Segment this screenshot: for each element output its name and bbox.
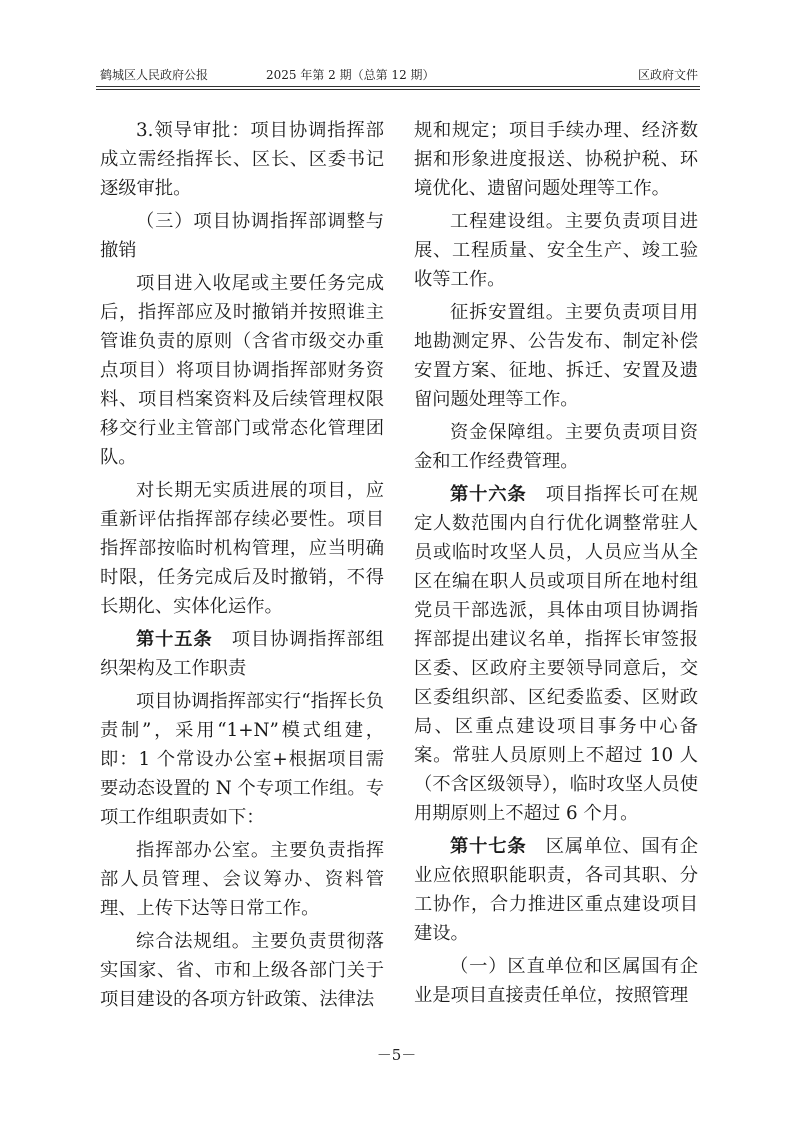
header-rule-thick	[96, 89, 700, 90]
article-text: 项目协调指挥部组织架构及工作职责	[100, 629, 385, 679]
gazette-title: 鹤城区人民政府公报	[100, 68, 209, 82]
article-text: 区属单位、国有企业应依照职能职责，各司其职、分工协作，合力推进区重点建设项目建设。	[414, 836, 699, 944]
article-number: 第十六条	[450, 484, 527, 505]
right-column	[414, 116, 698, 1010]
paragraph-continued: 规和规定；项目手续办理、经济数据和形象进度报送、协税护税、环境优化、遗留问题处理等工作。	[414, 120, 698, 199]
header-rule-thin	[96, 86, 700, 87]
paragraph: 对长期无实质进展的项目，应重新评估指挥部存续必要性。项目指挥部按临时机构管理，应当明确时限，任务完成后及时撤销，不得长期化、实体化运作。	[100, 480, 384, 617]
paragraph: 项目进入收尾或主要任务完成后，指挥部应及时撤销并按照谁主管谁负责的原则（含省市级交办重点项目）将项目协调指挥部财务资料、项目档案资料及后续管理权限移交行业主管部门或常态化管理团队。	[100, 273, 384, 468]
article-paragraph	[100, 625, 384, 683]
subsection-heading: （三）项目协调指挥部调整与撤销	[100, 211, 384, 261]
running-header	[100, 66, 698, 84]
page-number: －5－	[376, 1046, 417, 1064]
paragraph: 3.领导审批：项目协调指挥部成立需经指挥长、区长、区委书记逐级审批。	[100, 120, 384, 199]
article-number: 第十七条	[450, 836, 527, 857]
article-paragraph	[414, 832, 698, 948]
section-label: 区政府文件	[637, 68, 698, 82]
left-column	[100, 116, 384, 1014]
article-text: 项目指挥长可在规定人数范围内自行优化调整常驻人员或临时攻坚人员，人员应当从全区在编在职人员或项目所在地村组党员干部选派，具体由项目协调指挥部提出建议名单，指挥长审签报区委、区政府主要领导同意后，交区委组织部、区纪委监委、区财政局、区重点建设项目事务中心备案。常驻人员原则上不超过 10 人（不含区级领导），临时攻坚人员使用期原则上不超过 6 个月。	[414, 484, 699, 824]
paragraph: 工程建设组。主要负责项目进展、工程质量、安全生产、竣工验收等工作。	[414, 211, 698, 290]
paragraph: 指挥部办公室。主要负责指挥部人员管理、会议筹办、资料管理、上传下达等日常工作。	[100, 840, 384, 919]
paragraph: 项目协调指挥部实行“指挥长负责制”，采用“1+N”模式组建，即：1 个常设办公室+根据项目需要动态设置的 N 个专项工作组。专项工作组职责如下：	[100, 691, 384, 828]
article-number: 第十五条	[136, 629, 213, 650]
paragraph: 资金保障组。主要负责项目资金和工作经费管理。	[414, 422, 698, 472]
issue-info: 2025 年第 2 期（总第 12 期）	[266, 68, 435, 82]
paragraph: （一）区直单位和区属国有企业是项目直接责任单位，按照管理	[414, 956, 698, 1006]
paragraph: 综合法规组。主要负责贯彻落实国家、省、市和上级各部门关于项目建设的各项方针政策、法律法	[100, 931, 384, 1010]
paragraph: 征拆安置组。主要负责项目用地勘测定界、公告发布、制定补偿安置方案、征地、拆迁、安置及遗留问题处理等工作。	[414, 302, 698, 410]
article-paragraph	[414, 480, 698, 828]
